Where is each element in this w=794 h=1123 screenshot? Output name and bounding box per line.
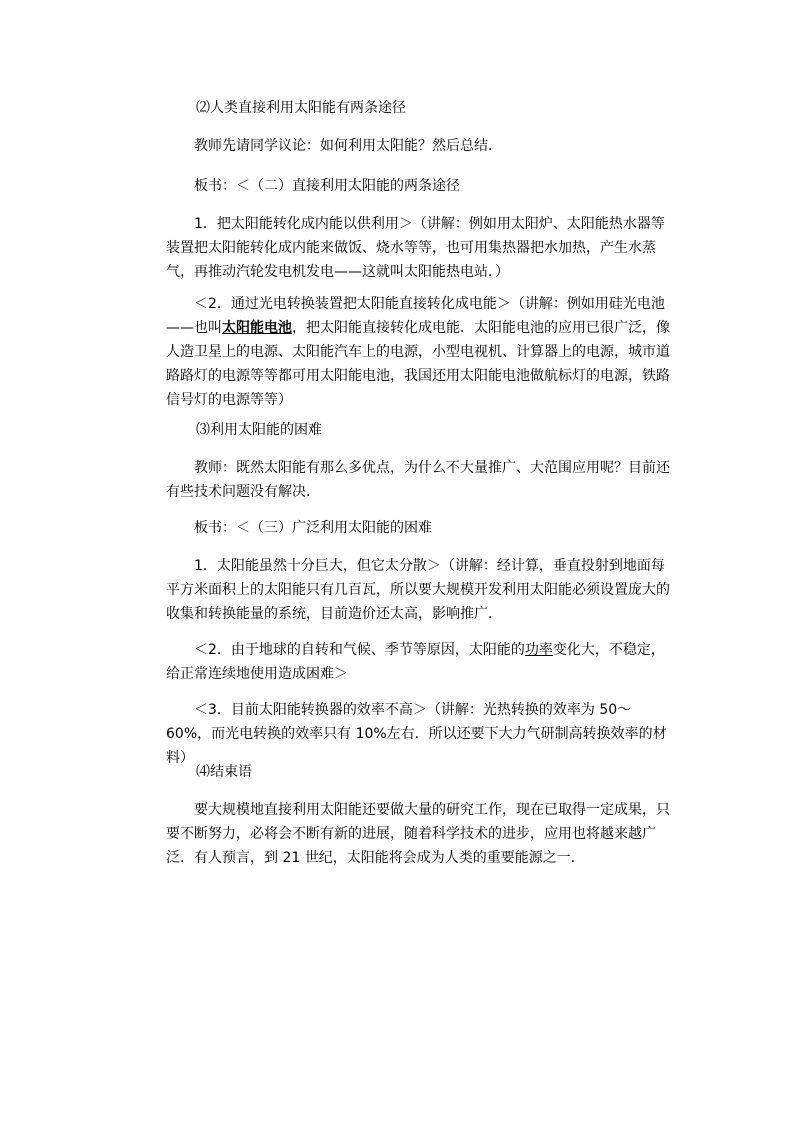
blackboard-heading-2: 板书：＜（二）直接利用太阳能的两条途径 — [194, 178, 460, 194]
difficulty-3-paragraph: ＜3．目前太阳能转换器的效率不高＞（讲解：光热转换的效率为 50～60%，而光电转换的效率只有 10%左右．所以还要下大力气研制高转换效率的材料） — [166, 702, 667, 766]
conclusion-paragraph: 要大规模地直接利用太阳能还要做大量的研究工作，现在已取得一定成果，只要不断努力，必将会不断有新的进展，随着科学技术的进步，应用也将越来越广泛．有人预言，到 21 世纪，太阳能将会成为人类的重要能源之一． — [166, 802, 670, 866]
method-1-paragraph: 1．把太阳能转化成内能以供利用＞（讲解：例如用太阳炉、太阳能热水器等装置把太阳能转化成内能来做饭、烧水等等，也可用集热器把水加热，产生水蒸气，再推动汽轮发电机发电——这就叫太阳能热电站．） — [166, 216, 665, 280]
section-heading-3: ⑶利用太阳能的困难 — [196, 422, 322, 438]
power-term: 功率 — [524, 642, 553, 658]
method-2-paragraph — [166, 292, 674, 412]
section-heading-4: ⑷结束语 — [196, 764, 252, 780]
teacher-prompt-paragraph: 教师先请同学议论：如何利用太阳能？然后总结． — [194, 138, 502, 154]
difficulty-2-text-b: 变化大，不稳定，给正常连续地使用造成困难＞ — [166, 642, 665, 682]
method-2-text-b: ，把太阳能直接转化成电能．太阳能电池的应用已很广泛，像人造卫星上的电源、太阳能汽车上的电源，小型电视机、计算器上的电源，城市道路路灯的电源等等都可用太阳能电池，我国还用太阳能电池做航标灯的电源，铁路信号灯的电源等等） — [166, 320, 670, 408]
difficulty-2-text-a: ＜2．由于地球的自转和气候、季节等原因，太阳能的 — [194, 642, 525, 658]
method-2-text-a: ＜2．通过光电转换装置把太阳能直接转化成电能＞（讲解：例如用硅光电池——也叫 — [166, 296, 665, 336]
difficulty-1-paragraph: 1．太阳能虽然十分巨大，但它太分散＞（讲解：经计算，垂直投射到地面每平方米面积上的太阳能只有几百瓦，所以要大规模开发利用太阳能必须设置庞大的收集和转换能量的系统，目前造价还太高，影响推广． — [166, 558, 670, 622]
teacher-question-paragraph: 教师：既然太阳能有那么多优点，为什么不大量推广、大范围应用呢？目前还有些技术问题没有解决． — [166, 460, 670, 500]
difficulty-2-paragraph — [166, 638, 674, 686]
solar-cell-link[interactable]: 太阳能电池 — [222, 320, 292, 336]
section-heading-2: ⑵人类直接利用太阳能有两条途径 — [196, 100, 406, 116]
blackboard-heading-3: 板书：＜（三）广泛利用太阳能的困难 — [194, 520, 432, 536]
